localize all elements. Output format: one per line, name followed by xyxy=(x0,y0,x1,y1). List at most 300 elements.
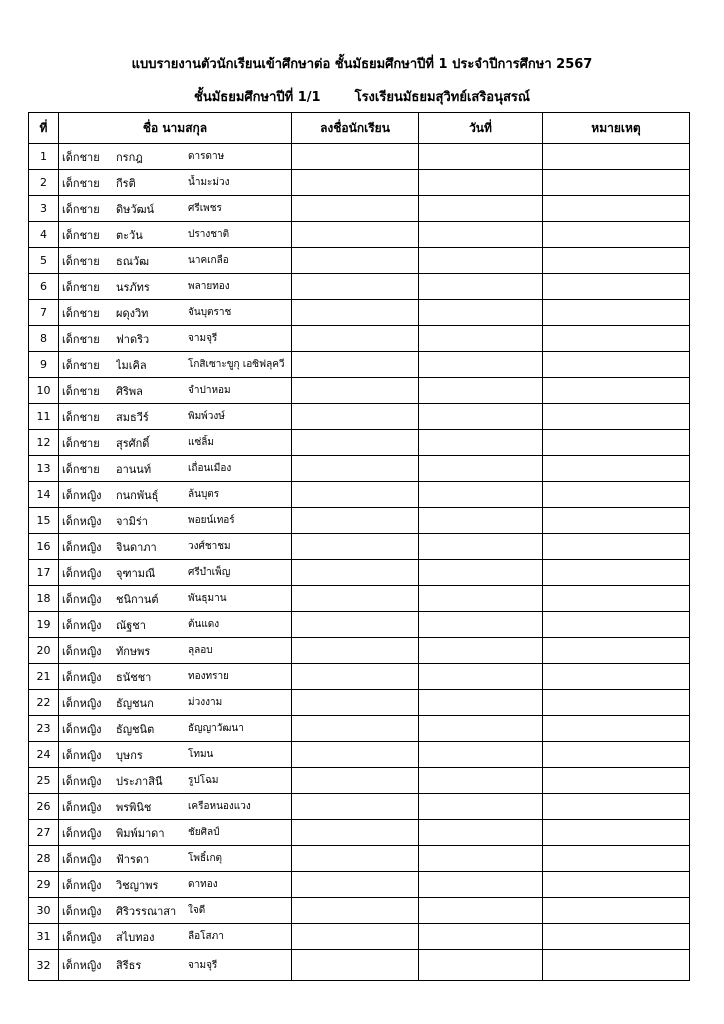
row-number: 7 xyxy=(29,300,59,326)
student-title: เด็กชาย xyxy=(62,280,100,294)
signature-cell xyxy=(292,222,419,248)
row-number: 15 xyxy=(29,508,59,534)
row-number: 13 xyxy=(29,456,59,482)
student-last-name: เถื่อนเมือง xyxy=(188,463,232,474)
signature-cell xyxy=(292,924,419,950)
student-last-name: ลือโสภา xyxy=(188,931,224,942)
table-row xyxy=(29,898,690,924)
student-last-name: ดาทอง xyxy=(188,879,218,890)
table-row xyxy=(29,872,690,898)
row-number: 4 xyxy=(29,222,59,248)
date-cell xyxy=(419,378,543,404)
student-title: เด็กหญิง xyxy=(62,800,102,814)
remark-cell xyxy=(543,794,690,820)
table-row xyxy=(29,222,690,248)
student-last-name: ลุลอบ xyxy=(188,645,213,656)
signature-cell xyxy=(292,586,419,612)
date-cell xyxy=(419,898,543,924)
row-number: 1 xyxy=(29,144,59,170)
row-number: 3 xyxy=(29,196,59,222)
student-first-name: บุษกร xyxy=(116,748,143,762)
remark-cell xyxy=(543,482,690,508)
remark-cell xyxy=(543,742,690,768)
student-last-name: รูปโฉม xyxy=(188,775,219,786)
student-last-name: แซ่ลิ้ม xyxy=(188,437,214,448)
remark-cell xyxy=(543,664,690,690)
student-title: เด็กชาย xyxy=(62,358,100,372)
student-name-cell xyxy=(59,768,292,794)
table-row xyxy=(29,794,690,820)
table-row xyxy=(29,716,690,742)
remark-cell xyxy=(543,638,690,664)
column-header-date: วันที่ xyxy=(419,113,543,144)
student-name-cell xyxy=(59,586,292,612)
student-last-name: พันธุมาน xyxy=(188,593,227,604)
student-first-name: ดิษวัฒน์ xyxy=(116,202,155,216)
signature-cell xyxy=(292,326,419,352)
row-number: 10 xyxy=(29,378,59,404)
student-first-name: ตะวัน xyxy=(116,228,143,242)
table-row xyxy=(29,170,690,196)
signature-cell xyxy=(292,612,419,638)
student-name-cell xyxy=(59,950,292,981)
signature-cell xyxy=(292,456,419,482)
student-last-name: ปรางชาติ xyxy=(188,229,230,240)
signature-cell xyxy=(292,196,419,222)
date-cell xyxy=(419,560,543,586)
date-cell xyxy=(419,196,543,222)
student-first-name: จุฑามณี xyxy=(116,566,156,580)
student-last-name: นาคเกลือ xyxy=(188,255,229,266)
student-last-name: โทมน xyxy=(188,749,214,760)
date-cell xyxy=(419,612,543,638)
signature-cell xyxy=(292,144,419,170)
row-number: 12 xyxy=(29,430,59,456)
student-name-cell xyxy=(59,456,292,482)
remark-cell xyxy=(543,196,690,222)
student-first-name: กนกพันธุ์ xyxy=(116,488,159,502)
signature-cell xyxy=(292,950,419,981)
student-first-name: จินดาภา xyxy=(116,540,157,554)
table-row xyxy=(29,742,690,768)
table-row xyxy=(29,560,690,586)
row-number: 22 xyxy=(29,690,59,716)
remark-cell xyxy=(543,222,690,248)
student-last-name: ศรีบำเพ็ญ xyxy=(188,567,231,578)
remark-cell xyxy=(543,950,690,981)
row-number: 27 xyxy=(29,820,59,846)
table-row xyxy=(29,950,690,981)
row-number: 25 xyxy=(29,768,59,794)
student-name-cell xyxy=(59,846,292,872)
student-name-cell xyxy=(59,300,292,326)
student-name-cell xyxy=(59,508,292,534)
student-name-cell xyxy=(59,170,292,196)
school-name: โรงเรียนมัธยมสุวิทย์เสริอนุสรณ์ xyxy=(354,90,530,105)
student-first-name: อานนท์ xyxy=(116,462,152,476)
student-last-name: ธัญญาวัฒนา xyxy=(188,723,244,734)
table-row xyxy=(29,690,690,716)
student-title: เด็กชาย xyxy=(62,410,100,424)
signature-cell xyxy=(292,638,419,664)
student-first-name: ธัญชนิต xyxy=(116,722,155,736)
student-last-name: ศรีเพชร xyxy=(188,203,222,214)
remark-cell xyxy=(543,378,690,404)
table-row xyxy=(29,612,690,638)
table-row xyxy=(29,768,690,794)
date-cell xyxy=(419,456,543,482)
remark-cell xyxy=(543,924,690,950)
remark-cell xyxy=(543,768,690,794)
student-name-cell xyxy=(59,612,292,638)
table-row xyxy=(29,300,690,326)
row-number: 19 xyxy=(29,612,59,638)
signature-cell xyxy=(292,664,419,690)
student-last-name: เครือหนองแวง xyxy=(188,801,251,812)
student-first-name: ฟ้ารดา xyxy=(116,852,150,866)
student-name-cell xyxy=(59,326,292,352)
table-row xyxy=(29,508,690,534)
table-row xyxy=(29,924,690,950)
remark-cell xyxy=(543,898,690,924)
row-number: 18 xyxy=(29,586,59,612)
student-title: เด็กหญิง xyxy=(62,904,102,918)
table-row xyxy=(29,144,690,170)
row-number: 6 xyxy=(29,274,59,300)
remark-cell xyxy=(543,820,690,846)
date-cell xyxy=(419,430,543,456)
remark-cell xyxy=(543,144,690,170)
row-number: 30 xyxy=(29,898,59,924)
student-last-name: ม่วงงาม xyxy=(188,697,223,708)
signature-cell xyxy=(292,872,419,898)
student-name-cell xyxy=(59,404,292,430)
signature-cell xyxy=(292,742,419,768)
student-first-name: ผดุงวิท xyxy=(116,306,149,320)
table-row xyxy=(29,482,690,508)
table-row xyxy=(29,248,690,274)
remark-cell xyxy=(543,534,690,560)
remark-cell xyxy=(543,352,690,378)
student-title: เด็กหญิง xyxy=(62,696,102,710)
student-first-name: วิชญาพร xyxy=(116,878,159,892)
table-row xyxy=(29,404,690,430)
student-title: เด็กหญิง xyxy=(62,488,102,502)
remark-cell xyxy=(543,274,690,300)
class-label: ชั้นมัธยมศึกษาปีที่ 1/1 xyxy=(194,90,321,105)
student-title: เด็กหญิง xyxy=(62,670,102,684)
date-cell xyxy=(419,222,543,248)
date-cell xyxy=(419,482,543,508)
remark-cell xyxy=(543,560,690,586)
student-title: เด็กชาย xyxy=(62,176,100,190)
student-first-name: พรพินิช xyxy=(116,800,152,814)
remark-cell xyxy=(543,404,690,430)
row-number: 11 xyxy=(29,404,59,430)
date-cell xyxy=(419,924,543,950)
column-header-remark: หมายเหตุ xyxy=(543,113,690,144)
row-number: 31 xyxy=(29,924,59,950)
student-name-cell xyxy=(59,820,292,846)
student-last-name: จามจุรี xyxy=(188,333,218,344)
student-first-name: ประภาสินี xyxy=(116,774,163,788)
student-last-name: พอยน์เทอร์ xyxy=(188,515,235,526)
column-header-name: ชื่อ นามสกุล xyxy=(59,113,292,144)
student-name-cell xyxy=(59,690,292,716)
date-cell xyxy=(419,326,543,352)
student-name-cell xyxy=(59,716,292,742)
row-number: 17 xyxy=(29,560,59,586)
student-first-name: สุรศักดิ์ xyxy=(116,436,150,450)
student-last-name: วงศ์ชาชม xyxy=(188,541,231,552)
student-title: เด็กหญิง xyxy=(62,930,102,944)
signature-cell xyxy=(292,248,419,274)
student-last-name: พลายทอง xyxy=(188,281,230,292)
date-cell xyxy=(419,638,543,664)
signature-cell xyxy=(292,534,419,560)
student-last-name: ต้นแดง xyxy=(188,619,220,630)
date-cell xyxy=(419,508,543,534)
student-last-name: ดารดาษ xyxy=(188,151,225,162)
student-name-cell xyxy=(59,794,292,820)
student-first-name: ธนัชชา xyxy=(116,670,152,684)
student-name-cell xyxy=(59,898,292,924)
student-last-name: จำปาหอม xyxy=(188,385,231,396)
student-title: เด็กชาย xyxy=(62,202,100,216)
table-row xyxy=(29,638,690,664)
column-header-signature: ลงชื่อนักเรียน xyxy=(292,113,419,144)
remark-cell xyxy=(543,716,690,742)
row-number: 20 xyxy=(29,638,59,664)
date-cell xyxy=(419,768,543,794)
remark-cell xyxy=(543,690,690,716)
student-first-name: ธณวัฒ xyxy=(116,254,150,268)
student-name-cell xyxy=(59,742,292,768)
student-first-name: ทักษพร xyxy=(116,644,151,658)
student-first-name: สิรีธร xyxy=(116,959,142,972)
table-row xyxy=(29,196,690,222)
row-number: 24 xyxy=(29,742,59,768)
student-last-name: น้ำมะม่วง xyxy=(188,177,230,188)
date-cell xyxy=(419,846,543,872)
row-number: 23 xyxy=(29,716,59,742)
signature-cell xyxy=(292,716,419,742)
signature-cell xyxy=(292,768,419,794)
student-first-name: พิมพ์มาดา xyxy=(116,826,165,840)
signature-cell xyxy=(292,690,419,716)
signature-cell xyxy=(292,898,419,924)
student-title: เด็กหญิง xyxy=(62,852,102,866)
remark-cell xyxy=(543,430,690,456)
row-number: 8 xyxy=(29,326,59,352)
student-name-cell xyxy=(59,534,292,560)
signature-cell xyxy=(292,508,419,534)
student-title: เด็กหญิง xyxy=(62,748,102,762)
remark-cell xyxy=(543,612,690,638)
remark-cell xyxy=(543,248,690,274)
row-number: 2 xyxy=(29,170,59,196)
student-title: เด็กชาย xyxy=(62,254,100,268)
student-first-name: ศิริวรรณาสา xyxy=(116,904,177,918)
date-cell xyxy=(419,742,543,768)
roster-body xyxy=(29,144,690,981)
student-title: เด็กชาย xyxy=(62,436,100,450)
remark-cell xyxy=(543,586,690,612)
student-title: เด็กหญิง xyxy=(62,618,102,632)
table-row xyxy=(29,664,690,690)
table-row xyxy=(29,534,690,560)
student-last-name: ล้นบุตร xyxy=(188,489,220,500)
signature-cell xyxy=(292,482,419,508)
table-row xyxy=(29,586,690,612)
student-name-cell xyxy=(59,664,292,690)
student-name-cell xyxy=(59,872,292,898)
student-first-name: ณัฐชา xyxy=(116,618,146,632)
student-last-name: โกสิเซาะขูกุ เอซิฟลุควี xyxy=(188,359,285,370)
signature-cell xyxy=(292,846,419,872)
signature-cell xyxy=(292,794,419,820)
date-cell xyxy=(419,404,543,430)
student-title: เด็กชาย xyxy=(62,228,100,242)
row-number: 5 xyxy=(29,248,59,274)
student-title: เด็กชาย xyxy=(62,150,100,164)
student-name-cell xyxy=(59,560,292,586)
student-title: เด็กหญิง xyxy=(62,959,102,972)
student-title: เด็กชาย xyxy=(62,462,100,476)
row-number: 9 xyxy=(29,352,59,378)
student-first-name: สไบทอง xyxy=(116,930,155,944)
student-last-name: โพธิ์เกตุ xyxy=(188,853,223,864)
signature-cell xyxy=(292,430,419,456)
row-number: 32 xyxy=(29,950,59,981)
student-name-cell xyxy=(59,638,292,664)
student-title: เด็กหญิง xyxy=(62,644,102,658)
student-name-cell xyxy=(59,196,292,222)
student-last-name: จันบุตราช xyxy=(188,307,232,318)
table-row xyxy=(29,820,690,846)
student-name-cell xyxy=(59,352,292,378)
student-name-cell xyxy=(59,430,292,456)
signature-cell xyxy=(292,274,419,300)
table-row xyxy=(29,846,690,872)
student-name-cell xyxy=(59,248,292,274)
date-cell xyxy=(419,274,543,300)
student-name-cell xyxy=(59,274,292,300)
student-first-name: ไมเคิล xyxy=(116,358,147,372)
date-cell xyxy=(419,586,543,612)
remark-cell xyxy=(543,456,690,482)
student-first-name: ศิริพล xyxy=(116,384,143,398)
table-row xyxy=(29,326,690,352)
signature-cell xyxy=(292,404,419,430)
student-title: เด็กชาย xyxy=(62,384,100,398)
date-cell xyxy=(419,872,543,898)
student-name-cell xyxy=(59,222,292,248)
table-row xyxy=(29,378,690,404)
student-title: เด็กหญิง xyxy=(62,592,102,606)
student-last-name: จามจุรี xyxy=(188,959,218,971)
date-cell xyxy=(419,534,543,560)
row-number: 29 xyxy=(29,872,59,898)
date-cell xyxy=(419,664,543,690)
signature-cell xyxy=(292,820,419,846)
student-first-name: นรภัทร xyxy=(116,280,150,294)
student-title: เด็กหญิง xyxy=(62,540,102,554)
student-first-name: ธัญชนก xyxy=(116,696,154,710)
remark-cell xyxy=(543,846,690,872)
date-cell xyxy=(419,716,543,742)
student-first-name: กรกฎ xyxy=(116,150,143,164)
date-cell xyxy=(419,248,543,274)
signature-cell xyxy=(292,560,419,586)
report-title: แบบรายงานตัวนักเรียนเข้าศึกษาต่อ ชั้นมัธยมศึกษาปีที่ 1 ประจำปีการศึกษา 2567 xyxy=(131,57,593,72)
student-first-name: ฟาดริว xyxy=(116,332,150,346)
date-cell xyxy=(419,690,543,716)
student-title: เด็กชาย xyxy=(62,306,100,320)
student-title: เด็กชาย xyxy=(62,332,100,346)
table-row xyxy=(29,352,690,378)
row-number: 21 xyxy=(29,664,59,690)
date-cell xyxy=(419,950,543,981)
row-number: 14 xyxy=(29,482,59,508)
student-last-name: ใจดี xyxy=(188,905,206,916)
student-title: เด็กหญิง xyxy=(62,878,102,892)
remark-cell xyxy=(543,326,690,352)
class-school-line xyxy=(0,86,724,107)
table-row xyxy=(29,430,690,456)
signature-cell xyxy=(292,352,419,378)
remark-cell xyxy=(543,508,690,534)
header-row xyxy=(29,113,690,144)
student-first-name: สมธวีร์ xyxy=(116,410,149,424)
student-first-name: ชนิกานต์ xyxy=(116,592,159,606)
row-number: 28 xyxy=(29,846,59,872)
student-name-cell xyxy=(59,378,292,404)
student-last-name: ชัยศิลป์ xyxy=(188,827,220,838)
signature-cell xyxy=(292,300,419,326)
date-cell xyxy=(419,820,543,846)
student-title: เด็กหญิง xyxy=(62,514,102,528)
student-last-name: ทองทราย xyxy=(188,671,229,682)
student-roster-table xyxy=(28,112,690,981)
table-row xyxy=(29,274,690,300)
date-cell xyxy=(419,300,543,326)
remark-cell xyxy=(543,300,690,326)
date-cell xyxy=(419,170,543,196)
student-title: เด็กหญิง xyxy=(62,722,102,736)
column-header-no: ที่ xyxy=(29,113,59,144)
signature-cell xyxy=(292,170,419,196)
table-row xyxy=(29,456,690,482)
student-title: เด็กหญิง xyxy=(62,566,102,580)
student-first-name: กีรติ xyxy=(116,176,136,190)
remark-cell xyxy=(543,170,690,196)
student-last-name: พิมพ์วงษ์ xyxy=(188,411,225,422)
row-number: 26 xyxy=(29,794,59,820)
student-title: เด็กหญิง xyxy=(62,826,102,840)
row-number: 16 xyxy=(29,534,59,560)
student-name-cell xyxy=(59,482,292,508)
remark-cell xyxy=(543,872,690,898)
date-cell xyxy=(419,794,543,820)
date-cell xyxy=(419,352,543,378)
signature-cell xyxy=(292,378,419,404)
student-name-cell xyxy=(59,924,292,950)
student-first-name: จามิร่า xyxy=(116,514,148,528)
student-name-cell xyxy=(59,144,292,170)
date-cell xyxy=(419,144,543,170)
student-title: เด็กหญิง xyxy=(62,774,102,788)
